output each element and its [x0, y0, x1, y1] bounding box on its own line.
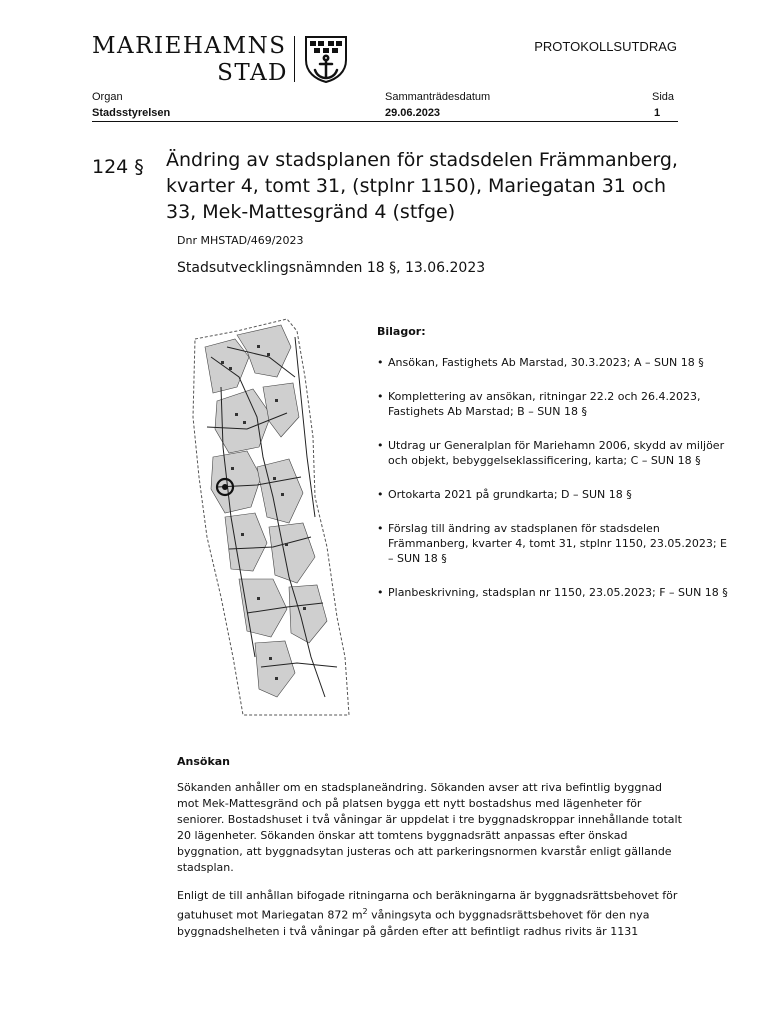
city-logo-wordmark [92, 33, 288, 87]
header-rule [92, 121, 678, 122]
bullet-icon: • [377, 522, 384, 535]
logo-line-2: STAD [217, 60, 288, 86]
application-heading: Ansökan [177, 755, 231, 768]
attachments-list [377, 355, 732, 619]
diary-number: Dnr MHSTAD/469/2023 [177, 234, 304, 247]
organ-label: Organ [92, 91, 123, 103]
location-map [177, 317, 352, 717]
bullet-icon: • [377, 439, 384, 452]
bullet-icon: • [377, 488, 384, 501]
attachment-item: • Komplettering av ansökan, ritningar 22.2 och 26.4.2023, Fastighets Ab Marstad; B – SUN 18 § [377, 390, 701, 418]
attachments-title: Bilagor: [377, 325, 426, 338]
committee-reference: Stadsutvecklingsnämnden 18 §, 13.06.2023 [177, 260, 486, 276]
meeting-date-label: Sammanträdesdatum [385, 91, 491, 103]
attachment-item: • Ansökan, Fastighets Ab Marstad, 30.3.2023; A – SUN 18 § [377, 356, 704, 369]
paragraph-number: 124 § [92, 156, 144, 178]
organ-value: Stadsstyrelsen [92, 107, 171, 119]
bullet-icon: • [377, 390, 384, 403]
attachment-item: • Utdrag ur Generalplan för Mariehamn 2006, skydd av miljöer och objekt, bebyggelseklassificering, karta; C – SUN 18 § [377, 439, 725, 467]
attachment-item: • Planbeskrivning, stadsplan nr 1150, 23.05.2023; F – SUN 18 § [377, 586, 728, 599]
page-number: 1 [654, 107, 661, 119]
application-paragraph-2: Enligt de till anhållan bifogade ritningarna och beräkningarna är byggnadsrättsbehovet för gatuhuset mot Mariegatan 872 $m^2$ våningsyta och byggnadsrättsbehovet för den nya byggnadshelheten i två våningar på gården efter att befintligt radhus rivits är 1131 [177, 889, 678, 938]
coat-of-arms-icon [303, 34, 349, 84]
bullet-icon: • [377, 586, 384, 599]
page-label: Sida [652, 91, 675, 103]
bullet-icon: • [377, 356, 384, 369]
application-paragraph-1: Sökanden anhåller om en stadsplaneändring. Sökanden avser att riva befintlig byggnad mot Mek-Mattesgränd och på platsen bygga ett nytt bostadshus med lägenheter för seniorer. Bostadshuset i två våningar är uppdelat i tre byggnadskroppar innehållande totalt 20 lägenheter. Sökanden önskar att tomtens byggnadsrätt anpassas efter önskad byggnation, att byggnadsytan justeras och att parkeringsnormen kvarstår enligt gällande stadsplan. [177, 781, 682, 874]
attachment-item: • Ortokarta 2021 på grundkarta; D – SUN 18 § [377, 488, 632, 501]
attachment-item: • Förslag till ändring av stadsplanen för stadsdelen Främmanberg, kvarter 4, tomt 31, stplnr 1150, 23.05.2023; E – SUN 18 § [377, 522, 727, 565]
item-title: Ändring av stadsplanen för stadsdelen Främmanberg, kvarter 4, tomt 31, (stplnr 1150), Mariegatan 31 och 33, Mek-Mattesgränd 4 (stfge) [166, 149, 678, 223]
logo-divider [294, 36, 295, 82]
document-type: PROTOKOLLSUTDRAG [534, 39, 677, 54]
meeting-date-value: 29.06.2023 [385, 107, 441, 119]
logo-line-1: MARIEHAMNS [92, 33, 287, 59]
